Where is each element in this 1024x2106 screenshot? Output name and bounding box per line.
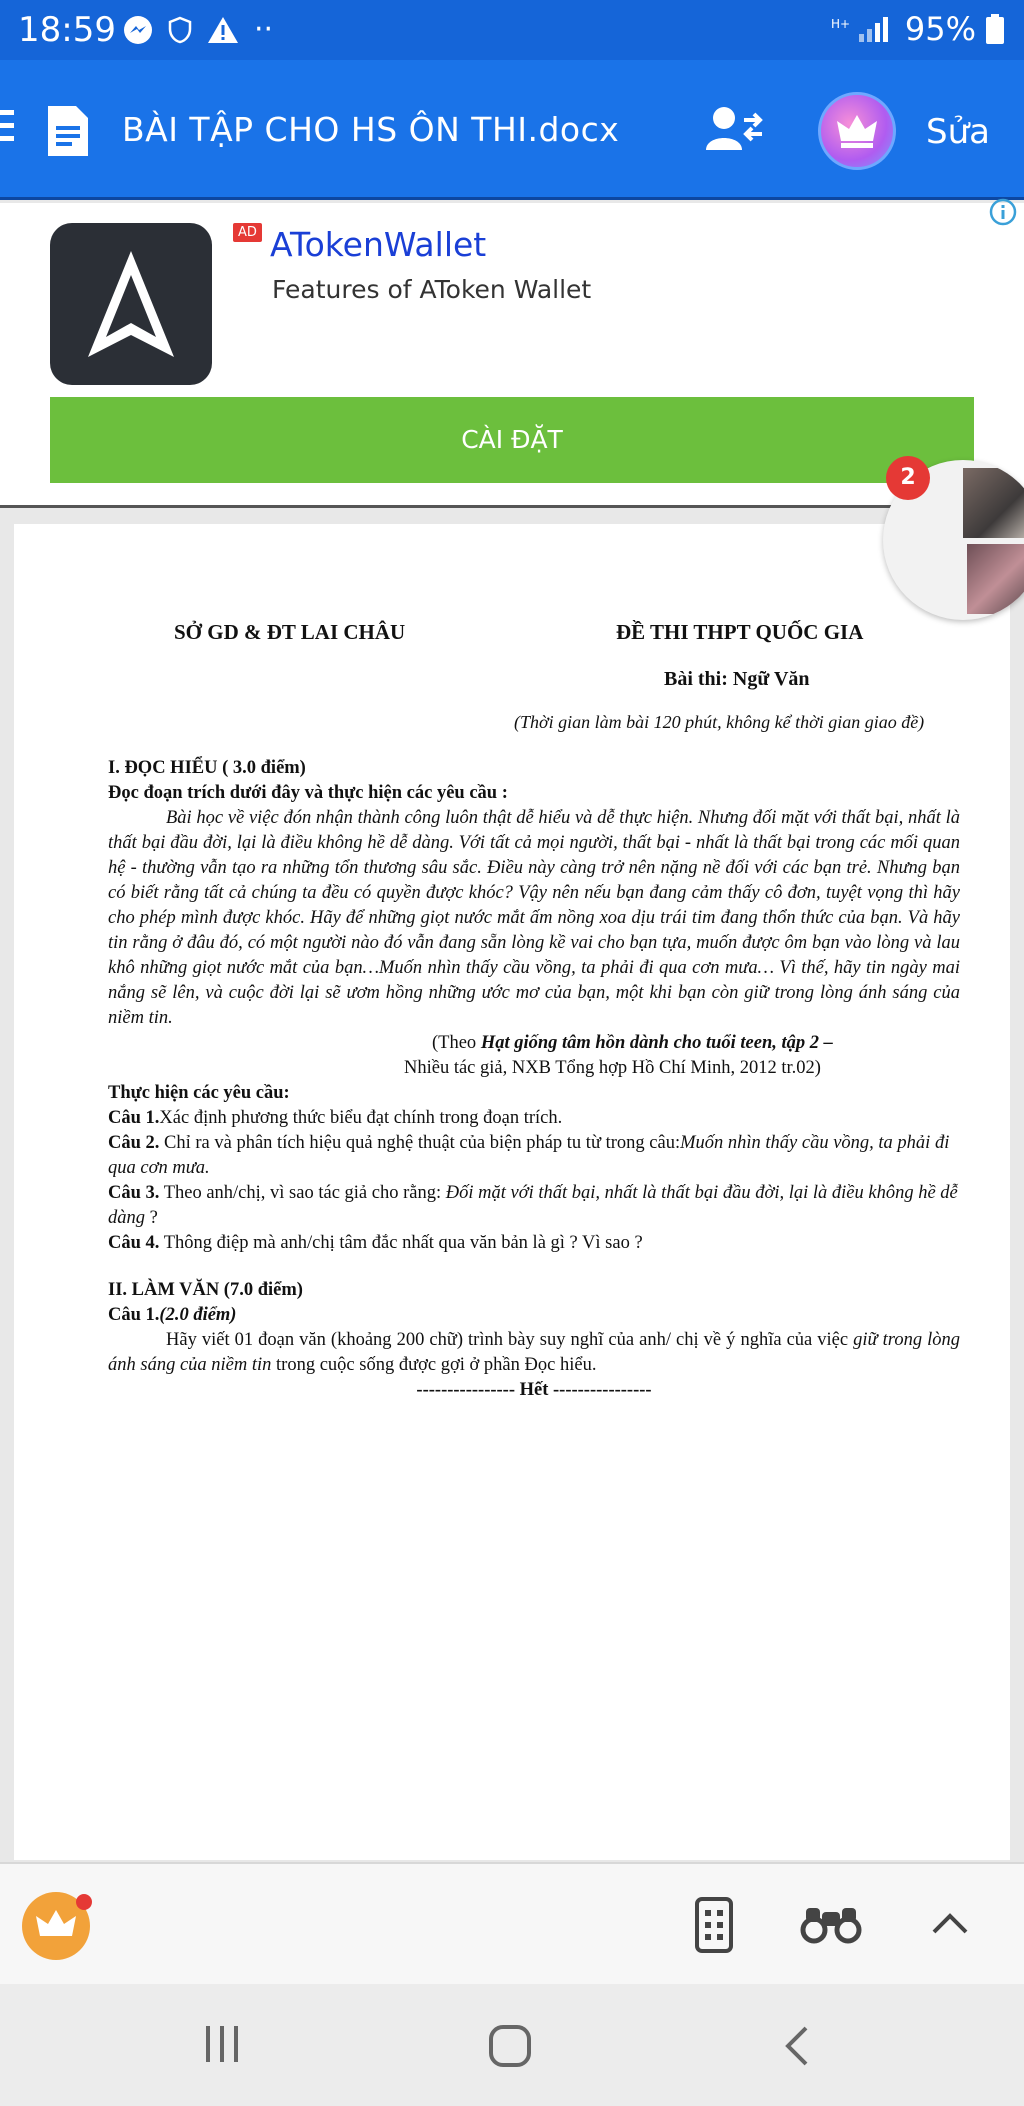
q3-end: ? [145,1208,158,1228]
q1-label: Câu 1. [108,1108,160,1128]
find-binoculars-icon[interactable] [800,1904,862,1944]
signal-icon [831,14,895,44]
passage: Bài học về việc đón nhận thành công luôn thật dễ hiểu và dễ thực hiện. Nhưng đối mặt với thất bại, nhất là thất bại đầu đời, lại là điều không hề dễ dàng. Với tất cả mọi người, thất bại - nhất là thất bại trong các mối quan hệ - thường vẫn tạo ra những tổn thương sâu sắc. Điều này càng trở nên nặng nề đối với các bạn trẻ. Nhưng bạn có biết rằng tất cả chúng ta đều có quyền được khóc? Vậy nên nếu bạn đang cảm thấy cô đơn, tuyệt vọng thì hãy cho phép mình được khóc. Hãy để những giọt nước mắt ấm nồng xoa dịu trái tim đang thổn thức của bạn. Và hãy tin rằng ở đâu đó, có một người nào đó vẫn đang sẵn lòng kề vai cho bạn tựa, muốn được ôm bạn vào lòng và lau khô những giọt nước mắt của bạn…Muốn nhìn thấy cầu vồng, ta phải đi qua cơn mưa… Vì thế, hãy tin ngày mai nắng sẽ lên, và cuộc đời lại sẽ ươm hồng những ước mơ của bạn, một khi bạn còn giữ trong lòng ánh sáng của niềm tin. [108,808,960,1028]
q3-text: Theo anh/chị, vì sao tác giả cho rằng: [159,1183,446,1203]
notification-dot [76,1894,92,1910]
ad-info-icon[interactable] [988,197,1018,227]
question-3 [108,1181,960,1231]
essay-a: Hãy viết 01 đoạn văn (khoảng 200 chữ) trình bày suy nghĩ của anh/ chị về ý nghĩa của việc [166,1330,854,1350]
bubble-unread-count: 2 [886,456,930,500]
q2-text: Chỉ ra và phân tích hiệu quả nghệ thuật của biện pháp tu từ trong câu: [159,1133,681,1153]
document-body [108,756,960,1403]
status-time: 18:59 [18,10,116,50]
ad-banner[interactable] [0,203,1024,508]
section2-title: II. LÀM VĂN (7.0 điểm) [108,1280,303,1300]
q1-text: Xác định phương thức biểu đạt chính trong đoạn trích. [159,1108,563,1128]
essay-b: giữ trong lòng ánh sáng của niềm tin [108,1330,961,1375]
messenger-icon [122,14,154,46]
question-2 [108,1131,960,1181]
header-left: SỞ GD & ĐT LAI CHÂU [174,620,406,644]
chevron-up-icon[interactable] [930,1908,970,1936]
edit-button[interactable]: Sửa [926,112,990,152]
menu-icon[interactable] [0,110,14,149]
q3-label: Câu 3. [108,1183,160,1203]
document-title: BÀI TẬP CHO HS ÔN THI.docx [122,110,620,149]
essay-c: trong cuộc sống được gợi ở phần Đọc hiểu. [271,1355,597,1375]
section1-title: I. ĐỌC HIỂU ( 3.0 điểm) [108,758,306,778]
source-line-2: Nhiều tác giả, NXB Tổng hợp Hồ Chí Minh, 2012 tr.02) [404,1058,821,1078]
home-icon[interactable] [488,2024,532,2068]
more-notifications-icon: ·· [254,12,274,47]
essay-prompt [108,1328,960,1378]
time-note: (Thời gian làm bài 120 phút, không kể thời gian giao đề) [514,712,925,732]
app-bar [0,60,1024,200]
atoken-logo-icon [50,223,212,385]
source-book: Hạt giống tâm hồn dành cho tuổi teen, tập 2 – [480,1033,833,1053]
q4-label: Câu 4. [108,1233,160,1253]
s2-q1-label: Câu 1. [108,1305,160,1325]
ad-subtitle: Features of AToken Wallet [272,275,592,304]
avatar [967,544,1024,614]
document-page[interactable] [14,524,1010,1860]
crown-icon [821,95,893,167]
s2-q1-points: (2.0 điểm) [159,1305,237,1325]
source-line-1 [108,1031,960,1056]
document-icon [46,104,90,158]
source-prefix: (Theo [432,1033,481,1053]
header-right: ĐỀ THI THPT QUỐC GIA [616,620,864,644]
q2-label: Câu 2. [108,1133,160,1153]
premium-crown-button[interactable] [818,92,896,170]
ad-badge: AD [233,223,262,242]
recent-apps-icon[interactable] [202,2024,242,2064]
status-bar [0,0,1024,60]
ad-app-name[interactable]: ATokenWallet [270,225,487,264]
q2-quote: Muốn nhìn thấy cầu vồng, ta phải đi qua cơn mưa. [108,1133,950,1178]
q4-text: Thông điệp mà anh/chị tâm đắc nhất qua văn bản là gì ? Vì sao ? [159,1233,643,1253]
bottom-toolbar [0,1862,1024,1984]
avatar [963,468,1024,538]
svg-text:H+: H+ [830,17,850,31]
status-notification-icons [122,14,273,46]
instruction: Đọc đoạn trích dưới đây và thực hiện các yêu cầu : [108,783,508,803]
q3-quote: Đối mặt với thất bại, nhất là thất bại đầu đời, lại là điều không hề dễ dàng [108,1183,958,1228]
mobile-view-icon[interactable] [694,1896,734,1954]
question-1 [108,1106,960,1131]
exam-subject: Bài thi: Ngữ Văn [664,668,810,690]
s2-question-1 [108,1303,960,1328]
end-marker: ---------------- Hết ---------------- [416,1380,652,1400]
share-user-icon[interactable] [706,104,764,154]
install-button[interactable]: CÀI ĐẶT [50,397,974,483]
system-nav-bar [0,1984,1024,2106]
atoken-logo [50,223,212,385]
battery-icon [986,14,1004,44]
back-icon[interactable] [782,2024,812,2068]
warning-icon [206,15,240,45]
battery-percent: 95% [904,10,976,48]
status-right [831,10,1004,48]
shield-icon [168,16,192,44]
question-4 [108,1231,960,1256]
requirements-title: Thực hiện các yêu cầu: [108,1083,290,1103]
